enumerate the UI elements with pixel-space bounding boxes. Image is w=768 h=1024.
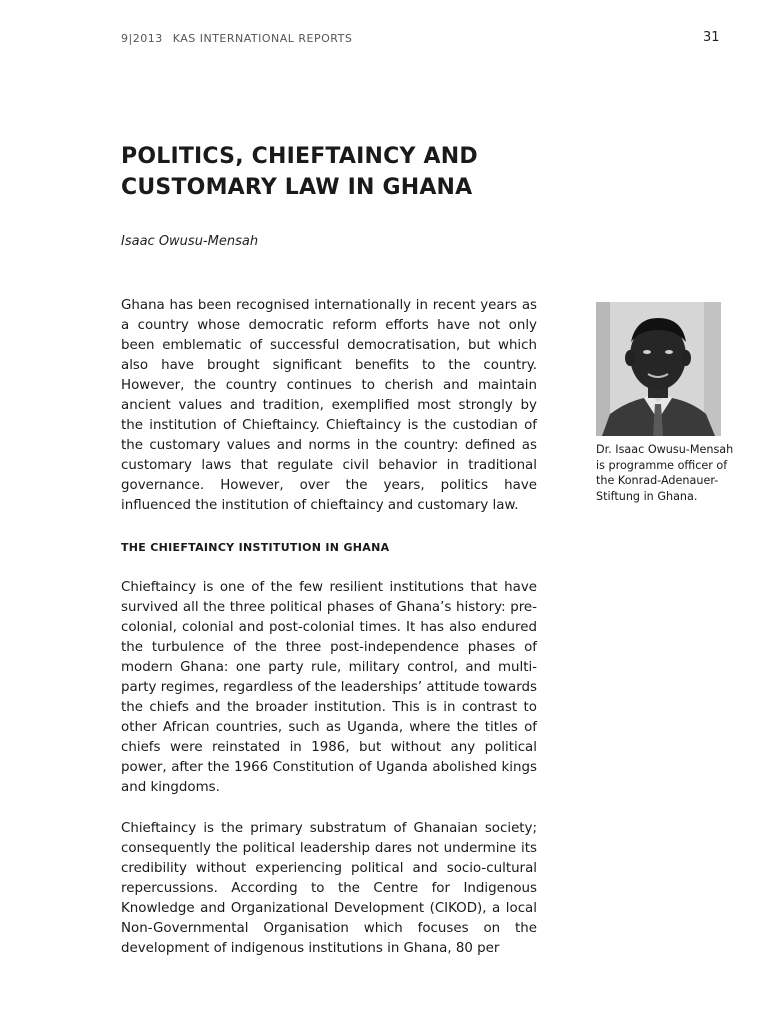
body-paragraph: Chieftaincy is one of the few resilient institutions that have survived all the three political phases of Ghana’s history: pre-colonial, colonial and post-colonial times. It has also endured the turbulence of the three post-independence phases of modern Ghana: one party rule, military control, and multi-party regimes, regardless of the leaderships’ attitude towards the chiefs and the broader institution. This is in contrast to other African countries, such as Uganda, where the titles of chiefs were reinstated in 1986, but without any political power, after the 1966 Constitution of Uganda abolished kings and kingdoms. <box>121 580 537 795</box>
publication-name: KAS INTERNATIONAL REPORTS <box>172 32 353 45</box>
page-number: 31 <box>703 30 720 45</box>
intro-paragraph: Ghana has been recognised internationally in recent years as a country whose democratic reform efforts have not only been emblematic of successful democratisation, but which also have brought significant benefits to the country. However, the country continues to cherish and maintain ancient values and tradition, exemplified most strongly by the institution of Chieftaincy. Chieftaincy is the custodian of the customary values and norms in the country: defined as customary laws that regulate civil behavior in traditional governance. However, over the years, politics have influenced the institution of chieftaincy and customary law. <box>121 298 537 513</box>
body-paragraph: Chieftaincy is the primary substratum of Ghanaian society; consequently the political leadership dares not undermine its credibility without experiencing political and socio-cultural repercussions. According to the Centre for Indigenous Knowledge and Organizational Development (CIKOD), a local Non-Governmental Organisation which focuses on the development of indigenous institutions in Ghana, 80 per <box>121 821 537 956</box>
author-portrait <box>596 302 721 436</box>
section-heading: THE CHIEFTAINCY INSTITUTION IN GHANA <box>121 541 390 554</box>
portrait-illustration <box>596 302 721 436</box>
portrait-caption: Dr. Isaac Owusu-Mensah is programme officer of the Konrad-Adenauer-Stiftung in Ghana. <box>596 443 734 503</box>
issue-number: 9|2013 <box>121 32 163 45</box>
article-author: Isaac Owusu-Mensah <box>121 234 259 249</box>
article-title: POLITICS, CHIEFTAINCY AND CUSTOMARY LAW IN GHANA <box>121 144 478 200</box>
